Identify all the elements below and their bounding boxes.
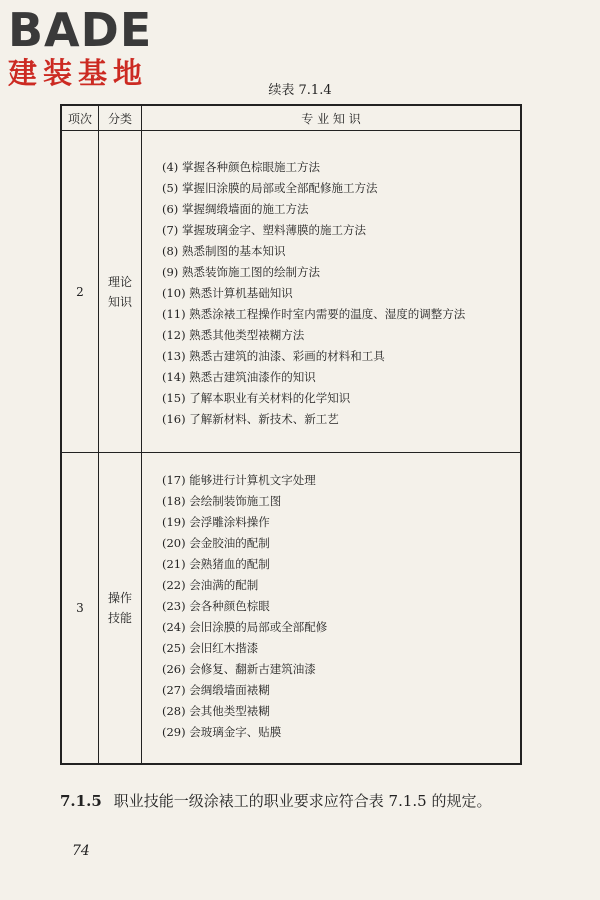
list-item: (29) 会玻璃金字、贴膜	[162, 725, 282, 739]
page-number: 74	[72, 843, 90, 859]
list-item: (5) 掌握旧涂膜的局部或全部配修施工方法	[162, 181, 378, 195]
section-text: 职业技能一级涂裱工的职业要求应符合表 7.1.5 的规定。	[113, 792, 492, 810]
list-item: (23) 会各种颜色棕眼	[162, 599, 270, 613]
list-item: (17) 能够进行计算机文字处理	[162, 473, 316, 487]
header-category: 分类	[99, 106, 142, 131]
logo-text: BADE	[8, 3, 153, 57]
category-line: 技能	[107, 611, 132, 625]
row-category	[99, 453, 142, 764]
header-knowledge: 专 业 知 识	[142, 106, 521, 131]
row-number: 3	[62, 453, 99, 764]
row-category	[99, 131, 142, 453]
list-item: (19) 会浮雕涂料操作	[162, 515, 270, 529]
category-line: 操作	[107, 591, 132, 605]
list-item: (12) 熟悉其他类型裱糊方法	[162, 328, 305, 342]
logo-subtitle: 建装基地	[8, 56, 149, 90]
list-item: (10) 熟悉计算机基础知识	[162, 286, 293, 300]
header-no: 项次	[62, 106, 99, 131]
list-item: (9) 熟悉装饰施工图的绘制方法	[162, 265, 320, 279]
list-item: (22) 会油满的配制	[162, 578, 259, 592]
list-item: (28) 会其他类型裱糊	[162, 704, 270, 718]
list-item: (8) 熟悉制图的基本知识	[162, 244, 286, 258]
knowledge-table	[60, 104, 522, 765]
section-number: 7.1.5	[60, 792, 102, 810]
list-item: (7) 掌握玻璃金字、塑料薄膜的施工方法	[162, 223, 366, 237]
category-line: 知识	[107, 294, 132, 309]
list-item: (15) 了解本职业有关材料的化学知识	[162, 391, 351, 405]
list-item: (26) 会修复、翻新古建筑油漆	[162, 662, 316, 676]
list-item: (24) 会旧涂膜的局部或全部配修	[162, 620, 328, 634]
table-title: 续表 7.1.4	[268, 83, 332, 98]
category-line: 理论	[107, 274, 132, 289]
list-item: (27) 会绸缎墙面裱糊	[162, 683, 270, 697]
row-items	[142, 453, 521, 764]
list-item: (20) 会金胶油的配制	[162, 536, 270, 550]
logo	[8, 4, 188, 90]
list-item: (16) 了解新材料、新技术、新工艺	[162, 412, 339, 426]
list-item: (18) 会绘制装饰施工图	[162, 494, 282, 508]
table-header-row	[62, 106, 521, 131]
list-item: (11) 熟悉涂裱工程操作时室内需要的温度、湿度的调整方法	[162, 307, 466, 321]
list-item: (13) 熟悉古建筑的油漆、彩画的材料和工具	[162, 349, 385, 363]
table-row	[62, 453, 521, 764]
list-item: (14) 熟悉古建筑油漆作的知识	[162, 370, 316, 384]
list-item: (21) 会熟猪血的配制	[162, 557, 270, 571]
row-items	[142, 131, 521, 453]
table-row	[62, 131, 521, 453]
list-item: (25) 会旧红木揩漆	[162, 641, 259, 655]
section-paragraph	[60, 790, 491, 811]
list-item: (4) 掌握各种颜色棕眼施工方法	[162, 160, 320, 174]
list-item: (6) 掌握绸缎墙面的施工方法	[162, 202, 309, 216]
row-number: 2	[62, 131, 99, 453]
